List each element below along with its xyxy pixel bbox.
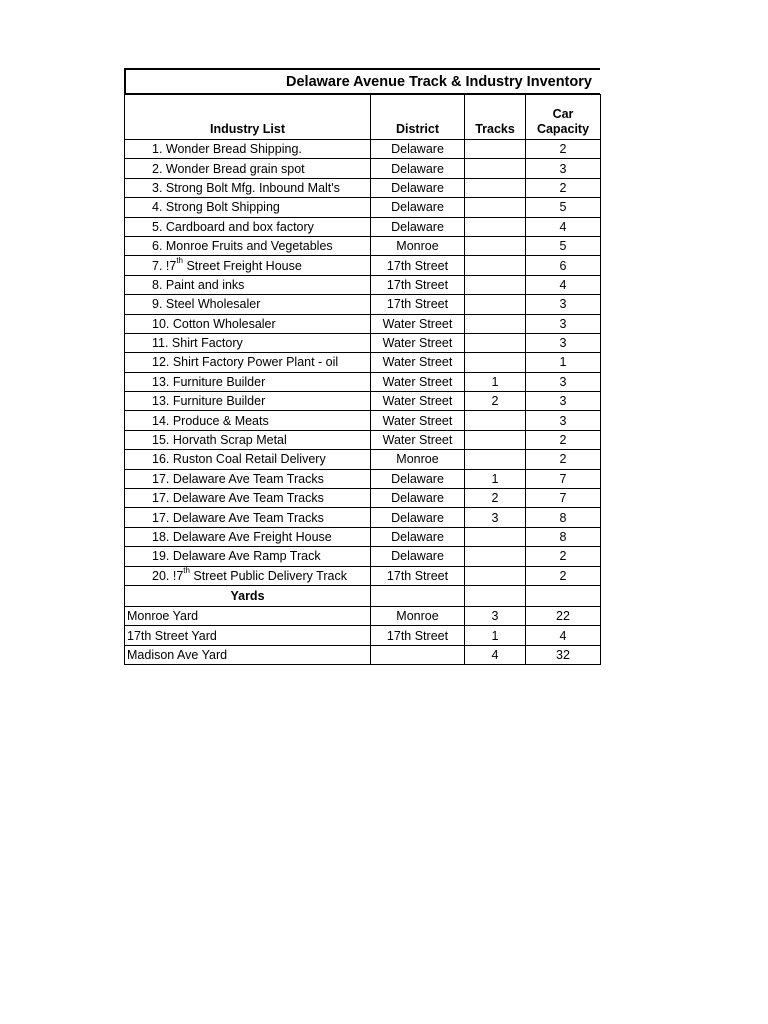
industry-tracks xyxy=(465,198,526,217)
industry-district: Delaware xyxy=(371,198,465,217)
yard-name: 17th Street Yard xyxy=(125,626,371,645)
yard-name: Madison Ave Yard xyxy=(125,645,371,664)
yard-rows xyxy=(125,606,601,664)
industry-tracks xyxy=(465,333,526,352)
table-row xyxy=(125,411,601,430)
industry-name: 13. Furniture Builder xyxy=(125,372,371,391)
industry-capacity: 5 xyxy=(526,198,601,217)
industry-tracks xyxy=(465,527,526,546)
yard-row xyxy=(125,606,601,625)
industry-capacity: 2 xyxy=(526,547,601,566)
yards-label: Yards xyxy=(125,585,371,606)
table-row xyxy=(125,159,601,178)
industry-district: Water Street xyxy=(371,314,465,333)
industry-name: 15. Horvath Scrap Metal xyxy=(125,430,371,449)
table-row xyxy=(125,527,601,546)
industry-name: 8. Paint and inks xyxy=(125,275,371,294)
industry-capacity: 5 xyxy=(526,236,601,255)
industry-capacity: 6 xyxy=(526,256,601,275)
industry-capacity: 7 xyxy=(526,469,601,488)
table-row xyxy=(125,333,601,352)
industry-capacity: 3 xyxy=(526,159,601,178)
industry-tracks xyxy=(465,411,526,430)
industry-name: 17. Delaware Ave Team Tracks xyxy=(125,489,371,508)
industry-name: 16. Ruston Coal Retail Delivery xyxy=(125,450,371,469)
industry-tracks xyxy=(465,178,526,197)
industry-tracks xyxy=(465,236,526,255)
yard-district: Monroe xyxy=(371,606,465,625)
yards-blank-cell xyxy=(371,585,465,606)
industry-tracks xyxy=(465,140,526,159)
industry-name: 14. Produce & Meats xyxy=(125,411,371,430)
industry-district: 17th Street xyxy=(371,256,465,275)
industry-capacity: 1 xyxy=(526,353,601,372)
industry-tracks xyxy=(465,256,526,275)
header-tracks: Tracks xyxy=(465,95,526,140)
table-row xyxy=(125,275,601,294)
industry-tracks: 2 xyxy=(465,392,526,411)
table-row xyxy=(125,372,601,391)
table-row xyxy=(125,392,601,411)
header-row xyxy=(125,95,601,140)
industry-district: Delaware xyxy=(371,547,465,566)
industry-district: 17th Street xyxy=(371,295,465,314)
yards-blank-cell xyxy=(465,585,526,606)
industry-district: Water Street xyxy=(371,392,465,411)
table-row xyxy=(125,566,601,585)
inventory-sheet xyxy=(124,68,600,665)
table-row xyxy=(125,295,601,314)
industry-capacity: 2 xyxy=(526,566,601,585)
industry-capacity: 3 xyxy=(526,295,601,314)
industry-tracks: 1 xyxy=(465,469,526,488)
yard-district: 17th Street xyxy=(371,626,465,645)
header-district: District xyxy=(371,95,465,140)
table-row xyxy=(125,217,601,236)
industry-district: 17th Street xyxy=(371,275,465,294)
industry-district: Monroe xyxy=(371,236,465,255)
industry-name: 20. !7th Street Public Delivery Track xyxy=(125,566,371,585)
industry-name: 19. Delaware Ave Ramp Track xyxy=(125,547,371,566)
industry-capacity: 3 xyxy=(526,392,601,411)
industry-tracks: 1 xyxy=(465,372,526,391)
industry-capacity: 2 xyxy=(526,140,601,159)
industry-tracks: 3 xyxy=(465,508,526,527)
header-capacity-line2: Capacity xyxy=(536,122,590,136)
industry-district: Delaware xyxy=(371,469,465,488)
industry-district: Delaware xyxy=(371,489,465,508)
industry-tracks xyxy=(465,217,526,236)
industry-name: 10. Cotton Wholesaler xyxy=(125,314,371,333)
header-capacity xyxy=(526,95,601,140)
industry-name: 18. Delaware Ave Freight House xyxy=(125,527,371,546)
industry-name: 1. Wonder Bread Shipping. xyxy=(125,140,371,159)
industry-name: 9. Steel Wholesaler xyxy=(125,295,371,314)
industry-capacity: 2 xyxy=(526,178,601,197)
industry-capacity: 4 xyxy=(526,217,601,236)
industry-name: 4. Strong Bolt Shipping xyxy=(125,198,371,217)
industry-district: Water Street xyxy=(371,353,465,372)
industry-rows xyxy=(125,140,601,586)
industry-name: 5. Cardboard and box factory xyxy=(125,217,371,236)
yard-tracks: 1 xyxy=(465,626,526,645)
yard-capacity: 32 xyxy=(526,645,601,664)
yards-blank-cell xyxy=(526,585,601,606)
industry-capacity: 3 xyxy=(526,372,601,391)
yard-tracks: 3 xyxy=(465,606,526,625)
industry-capacity: 8 xyxy=(526,527,601,546)
industry-district: Water Street xyxy=(371,411,465,430)
table-row xyxy=(125,140,601,159)
industry-name: 7. !7th Street Freight House xyxy=(125,256,371,275)
industry-capacity: 3 xyxy=(526,333,601,352)
header-industry: Industry List xyxy=(125,95,371,140)
industry-capacity: 3 xyxy=(526,411,601,430)
industry-name: 11. Shirt Factory xyxy=(125,333,371,352)
industry-name: 3. Strong Bolt Mfg. Inbound Malt's xyxy=(125,178,371,197)
yards-section xyxy=(125,585,601,606)
industry-district: Water Street xyxy=(371,333,465,352)
industry-district: Delaware xyxy=(371,140,465,159)
industry-district: Monroe xyxy=(371,450,465,469)
table-row xyxy=(125,489,601,508)
yard-row xyxy=(125,645,601,664)
table-row xyxy=(125,236,601,255)
industry-tracks xyxy=(465,450,526,469)
industry-tracks: 2 xyxy=(465,489,526,508)
industry-name: 17. Delaware Ave Team Tracks xyxy=(125,469,371,488)
industry-tracks xyxy=(465,159,526,178)
table-row xyxy=(125,178,601,197)
industry-district: Water Street xyxy=(371,372,465,391)
yard-tracks: 4 xyxy=(465,645,526,664)
industry-name: 2. Wonder Bread grain spot xyxy=(125,159,371,178)
industry-district: 17th Street xyxy=(371,566,465,585)
table-row xyxy=(125,314,601,333)
inventory-table xyxy=(124,94,601,665)
industry-tracks xyxy=(465,295,526,314)
table-row xyxy=(125,469,601,488)
industry-capacity: 8 xyxy=(526,508,601,527)
industry-tracks xyxy=(465,566,526,585)
table-row xyxy=(125,547,601,566)
table-row xyxy=(125,353,601,372)
table-row xyxy=(125,198,601,217)
industry-capacity: 3 xyxy=(526,314,601,333)
table-row xyxy=(125,430,601,449)
industry-tracks xyxy=(465,353,526,372)
industry-district: Water Street xyxy=(371,430,465,449)
industry-district: Delaware xyxy=(371,527,465,546)
table-row xyxy=(125,508,601,527)
industry-tracks xyxy=(465,314,526,333)
yard-row xyxy=(125,626,601,645)
yards-header-row xyxy=(125,585,601,606)
industry-capacity: 2 xyxy=(526,450,601,469)
industry-tracks xyxy=(465,547,526,566)
industry-capacity: 7 xyxy=(526,489,601,508)
yard-capacity: 4 xyxy=(526,626,601,645)
industry-district: Delaware xyxy=(371,178,465,197)
industry-name: 6. Monroe Fruits and Vegetables xyxy=(125,236,371,255)
industry-district: Delaware xyxy=(371,508,465,527)
sheet-title: Delaware Avenue Track & Industry Inventory xyxy=(124,68,600,94)
yard-name: Monroe Yard xyxy=(125,606,371,625)
yard-district xyxy=(371,645,465,664)
industry-capacity: 4 xyxy=(526,275,601,294)
industry-name: 17. Delaware Ave Team Tracks xyxy=(125,508,371,527)
yard-capacity: 22 xyxy=(526,606,601,625)
table-row xyxy=(125,450,601,469)
table-row xyxy=(125,256,601,275)
industry-district: Delaware xyxy=(371,159,465,178)
industry-capacity: 2 xyxy=(526,430,601,449)
header-capacity-line1: Car xyxy=(552,107,574,121)
industry-name: 13. Furniture Builder xyxy=(125,392,371,411)
industry-tracks xyxy=(465,430,526,449)
industry-name: 12. Shirt Factory Power Plant - oil xyxy=(125,353,371,372)
industry-district: Delaware xyxy=(371,217,465,236)
industry-tracks xyxy=(465,275,526,294)
